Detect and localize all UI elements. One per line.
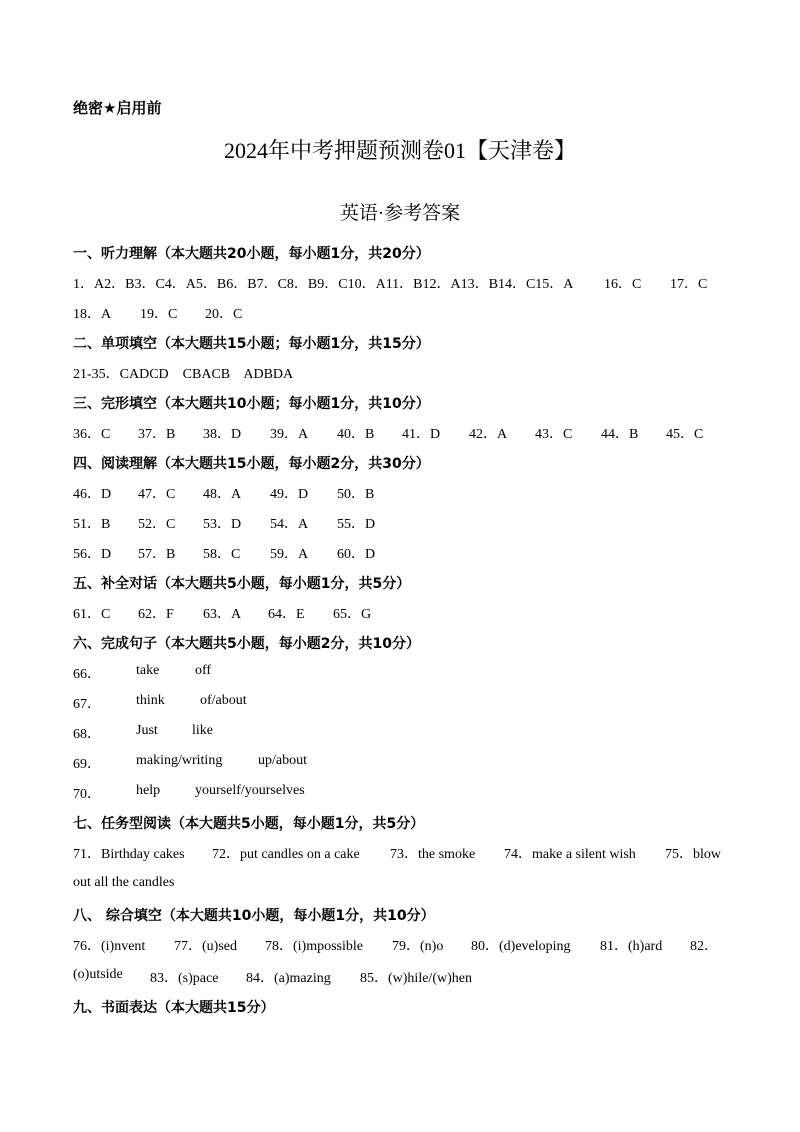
answer-blank: help xyxy=(136,783,161,798)
answer-number: 69． xyxy=(73,757,101,772)
answer-item: 83．(s)pace xyxy=(150,971,219,986)
answer-item: (o)utside xyxy=(73,967,123,982)
answer-item: 41．D xyxy=(402,427,441,442)
answer-item: 53．D xyxy=(203,517,242,532)
answer-item: 47．C xyxy=(138,487,176,502)
answer-item: 52．C xyxy=(138,517,176,532)
answer-blank: off xyxy=(195,663,212,678)
answer-item: 50．B xyxy=(337,487,375,502)
answer-item: 45．C xyxy=(666,427,704,442)
confidential-label: 绝密★启用前 xyxy=(73,99,162,117)
answer-item: 43．C xyxy=(535,427,573,442)
answer-blank: take xyxy=(136,663,160,678)
section-heading-task-reading: 七、任务型阅读（本大题共5小题，每小题1分，共5分） xyxy=(73,816,425,832)
answer-item: 16．C xyxy=(604,277,642,292)
answer-item: 76．(i)nvent xyxy=(73,939,146,954)
answer-number: 70． xyxy=(73,787,101,802)
answer-item: 79．(n)o xyxy=(392,939,444,954)
section-heading-writing: 九、书面表达（本大题共15分） xyxy=(73,1000,275,1016)
answer-item: 57．B xyxy=(138,547,176,562)
answer-number: 67． xyxy=(73,697,101,712)
section-heading-sentences: 六、完成句子（本大题共5小题，每小题2分，共10分） xyxy=(73,636,420,652)
answer-item: 58．C xyxy=(203,547,241,562)
answer-item: 81．(h)ard xyxy=(600,939,663,954)
section-heading-reading: 四、阅读理解（本大题共15小题，每小题2分，共30分） xyxy=(73,456,430,472)
answer-item: 48．A xyxy=(203,487,242,502)
answer-blank: of/about xyxy=(200,693,247,708)
answer-item: 71．Birthday cakes xyxy=(73,847,185,862)
answer-item: out all the candles xyxy=(73,875,175,890)
section-heading-cloze: 三、完形填空（本大题共10小题；每小题1分，共10分） xyxy=(73,396,430,412)
answer-blank: up/about xyxy=(258,753,307,768)
answer-item: 40．B xyxy=(337,427,375,442)
answer-item: 46．D xyxy=(73,487,112,502)
answer-blank: yourself/yourselves xyxy=(195,783,305,798)
answer-item: 54．A xyxy=(270,517,309,532)
answer-item: 75．blow xyxy=(665,847,721,862)
answer-item: 64．E xyxy=(268,607,305,622)
answer-item: 72．put candles on a cake xyxy=(212,847,360,862)
answer-item: 20．C xyxy=(205,307,243,322)
answer-item: 85．(w)hile/(w)hen xyxy=(360,971,472,986)
answer-item: 78．(i)mpossible xyxy=(265,939,363,954)
answer-blank: like xyxy=(192,723,213,738)
answer-item: 82． xyxy=(690,939,718,954)
answer-blank: making/writing xyxy=(136,753,223,768)
answer-blank: Just xyxy=(136,723,158,738)
answer-item: 84．(a)mazing xyxy=(246,971,331,986)
answer-item: 38．D xyxy=(203,427,242,442)
answer-item: 65．G xyxy=(333,607,372,622)
answer-line: 21-35．CADCD CBACB ADBDA xyxy=(73,367,294,382)
answer-number: 66． xyxy=(73,667,101,682)
answer-item: 36．C xyxy=(73,427,111,442)
answer-item: 63．A xyxy=(203,607,242,622)
page-subtitle: 英语·参考答案 xyxy=(339,203,461,224)
answer-item: 74．make a silent wish xyxy=(504,847,636,862)
section-heading-dialogue: 五、补全对话（本大题共5小题，每小题1分，共5分） xyxy=(73,576,411,592)
answer-item: 39．A xyxy=(270,427,309,442)
answer-item: 42．A xyxy=(469,427,508,442)
answer-item: 56．D xyxy=(73,547,112,562)
answer-item: 62．F xyxy=(138,607,174,622)
page-title: 2024年中考押题预测卷01【天津卷】 xyxy=(223,138,576,163)
answer-item: 44．B xyxy=(601,427,639,442)
answer-item: 60．D xyxy=(337,547,376,562)
answer-item: 18．A xyxy=(73,307,112,322)
answer-number: 68． xyxy=(73,727,101,742)
answer-item: 19．C xyxy=(140,307,178,322)
answer-item: 59．A xyxy=(270,547,309,562)
answer-item: 73．the smoke xyxy=(390,847,476,862)
answer-item: 49．D xyxy=(270,487,309,502)
answer-item: 37．B xyxy=(138,427,176,442)
answer-line: 1．A2．B3．C4．A5．B6．B7．C8．B9．C10．A11．B12．A13．B14．C15．A xyxy=(73,277,574,292)
answer-item: 51．B xyxy=(73,517,111,532)
answer-item: 61．C xyxy=(73,607,111,622)
answer-item: 77．(u)sed xyxy=(174,939,237,954)
answer-item: 80．(d)eveloping xyxy=(471,939,571,954)
answer-item: 17．C xyxy=(670,277,708,292)
answer-blank: think xyxy=(136,693,165,708)
section-heading-listening: 一、听力理解（本大题共20小题，每小题1分，共20分） xyxy=(73,246,430,262)
section-heading-comprehensive: 八、 综合填空（本大题共10小题，每小题1分，共10分） xyxy=(73,908,435,924)
answer-item: 55．D xyxy=(337,517,376,532)
section-heading-single-choice: 二、单项填空（本大题共15小题；每小题1分，共15分） xyxy=(73,336,430,352)
